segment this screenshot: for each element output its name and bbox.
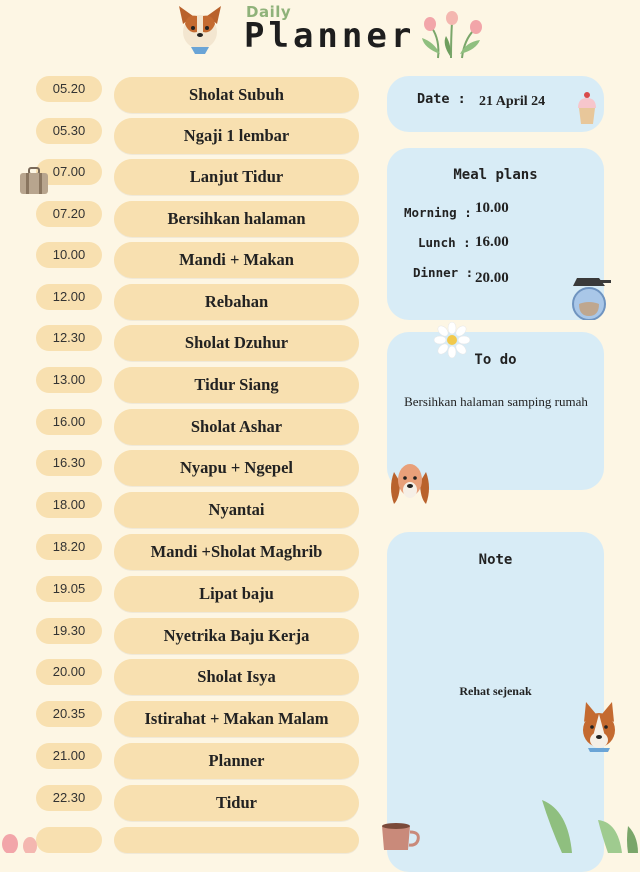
activity-slot: Nyapu + Ngepel <box>114 450 359 486</box>
header <box>0 0 640 70</box>
title-daily: Daily <box>246 3 292 21</box>
beagle-dog-icon <box>388 458 432 508</box>
time-slot: 19.05 <box>36 576 102 602</box>
time-slot: 20.00 <box>36 659 102 685</box>
activity-slot: Lanjut Tidur <box>114 159 359 195</box>
note-text: Rehat sejenak <box>459 684 532 698</box>
time-slot: 22.30 <box>36 785 102 811</box>
activity-slot: Nyantai <box>114 492 359 528</box>
tulip-flowers-icon <box>416 10 486 60</box>
flower-corner-icon <box>0 826 40 853</box>
time-slot: 16.00 <box>36 409 102 435</box>
time-slot <box>36 827 102 853</box>
coffee-cup-icon <box>378 820 424 853</box>
todo-title: To do <box>474 352 517 368</box>
activity-slot: Tidur Siang <box>114 367 359 403</box>
leaves-icon <box>538 796 640 853</box>
morning-value: 10.00 <box>475 200 509 216</box>
time-slot: 18.00 <box>36 492 102 518</box>
activity-slot: Sholat Isya <box>114 659 359 695</box>
coffee-pot-icon <box>569 272 619 320</box>
date-label: Date : <box>417 91 466 107</box>
time-slot: 12.30 <box>36 325 102 351</box>
note-title: Note <box>478 552 513 568</box>
daisy-icon <box>434 322 470 358</box>
meal-plans-card <box>387 148 604 320</box>
lunch-value: 16.00 <box>475 234 509 250</box>
time-slot: 16.30 <box>36 450 102 476</box>
activity-slot: Rebahan <box>114 284 359 320</box>
activity-slot: Planner <box>114 743 359 779</box>
activity-slot: Mandi +Sholat Maghrib <box>114 534 359 570</box>
time-slot: 18.20 <box>36 534 102 560</box>
time-slot: 10.00 <box>36 242 102 268</box>
time-slot: 07.00 <box>36 159 102 185</box>
activity-slot: Bersihkan halaman <box>114 201 359 237</box>
activity-slot: Sholat Dzuhur <box>114 325 359 361</box>
activity-slot: Lipat baju <box>114 576 359 612</box>
dinner-label: Dinner : <box>413 265 474 280</box>
activity-slot <box>114 827 359 853</box>
activity-slot: Sholat Subuh <box>114 77 359 113</box>
dog-icon <box>175 2 225 56</box>
time-slot: 05.20 <box>36 76 102 102</box>
date-value: 21 April 24 <box>479 94 546 109</box>
activity-slot: Sholat Ashar <box>114 409 359 445</box>
time-slot: 13.00 <box>36 367 102 393</box>
time-slot: 05.30 <box>36 118 102 144</box>
time-slot: 12.00 <box>36 284 102 310</box>
date-card <box>387 76 604 132</box>
activity-slot: Nyetrika Baju Kerja <box>114 618 359 654</box>
todo-text: Bersihkan halaman samping rumah <box>404 394 588 409</box>
title-planner: Planner <box>244 16 416 56</box>
cupcake-icon <box>575 90 599 128</box>
activity-slot: Istirahat + Makan Malam <box>114 701 359 737</box>
time-slot: 07.20 <box>36 201 102 227</box>
activity-slot: Tidur <box>114 785 359 821</box>
activity-slot: Mandi + Makan <box>114 242 359 278</box>
time-slot: 19.30 <box>36 618 102 644</box>
dinner-value: 20.00 <box>475 270 509 286</box>
morning-label: Morning : <box>404 205 472 220</box>
activity-slot: Ngaji 1 lembar <box>114 118 359 154</box>
corgi-dog-icon <box>578 700 620 758</box>
time-slot: 21.00 <box>36 743 102 769</box>
lunch-label: Lunch : <box>418 235 471 250</box>
suitcase-icon <box>18 166 50 196</box>
time-slot: 20.35 <box>36 701 102 727</box>
meal-plans-title: Meal plans <box>453 167 538 183</box>
